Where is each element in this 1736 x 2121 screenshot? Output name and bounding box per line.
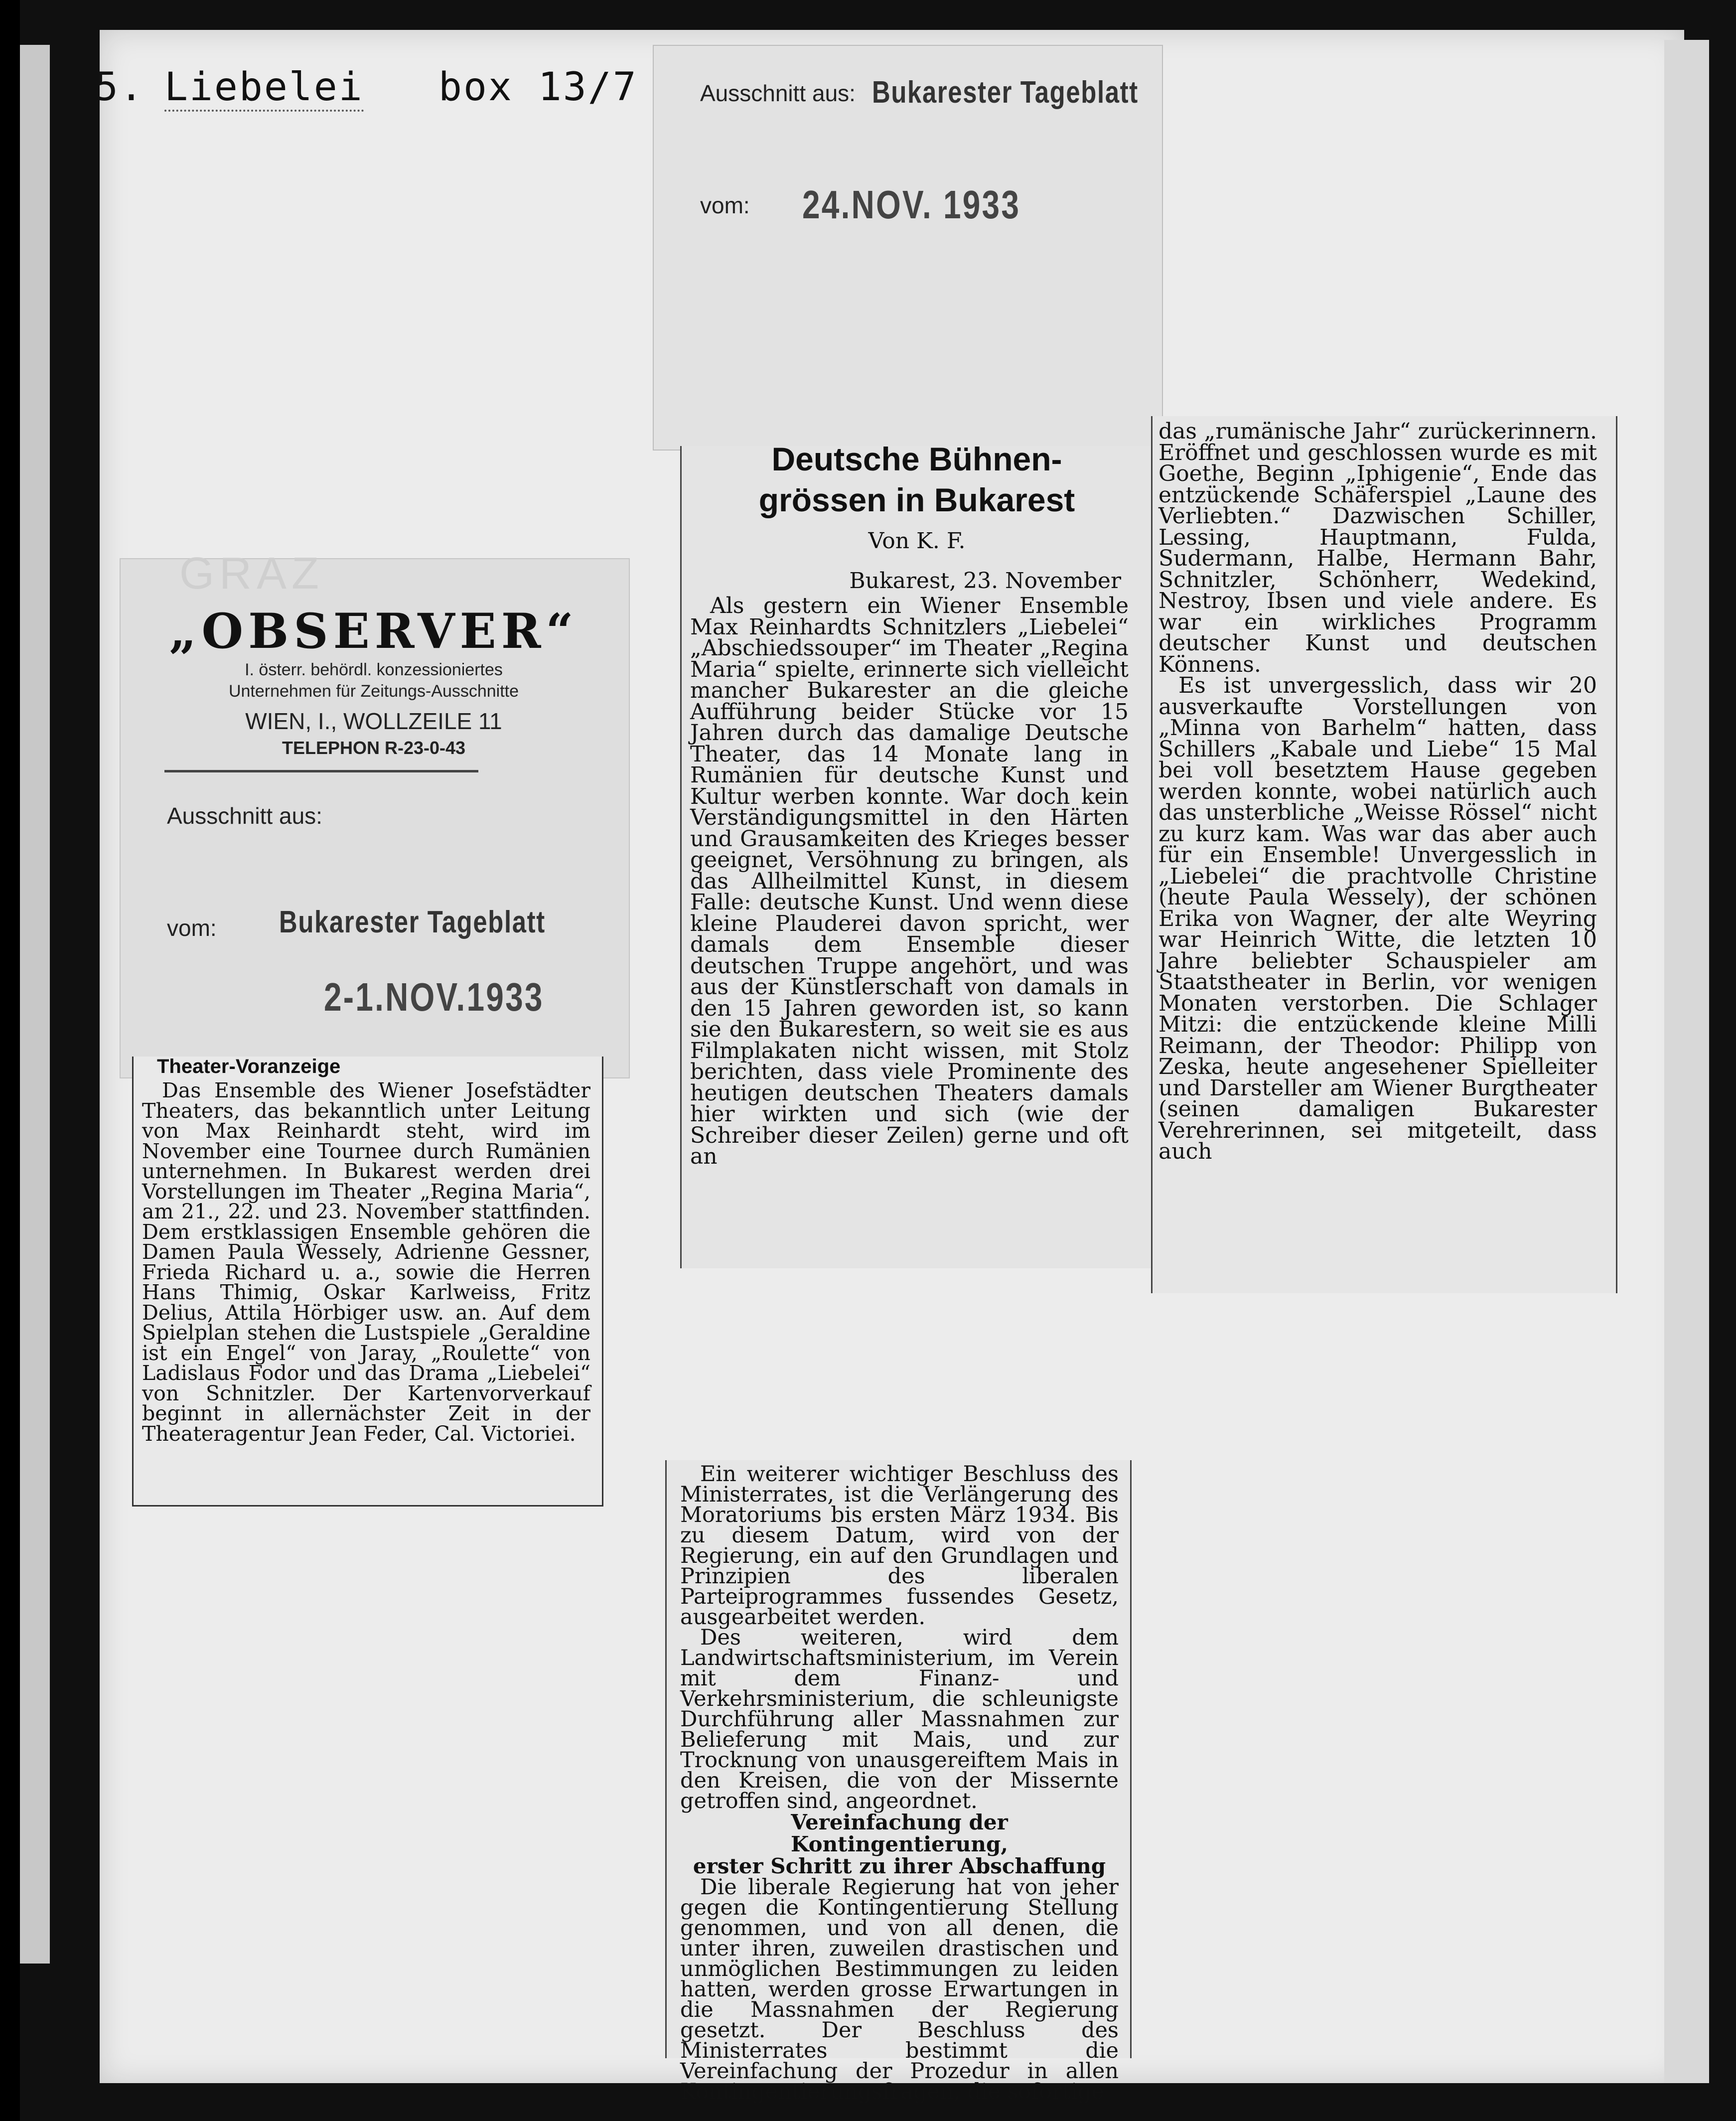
ministerrat-paragraph-3: Die liberale Regierung hat von jeher gegen die Kontingentierung Stellung genommen, und von all denen, die unter ihren, zuweilen drastischen und unmöglichen Bestimmungen zu leiden hatten, werden grosse Erwartungen in die Massnahmen der Regierung gesetzt. Der Beschluss des Ministerrates bestimmt die Vereinfachung der Prozedur in allen Kontingentierungsfragen, die sofortige bbox=[680, 1875, 1119, 2104]
ministerrat-subheading-line-2: erster Schritt zu ihrer Abschaffung bbox=[693, 1854, 1106, 1878]
observer-watermark: GRAZ bbox=[179, 549, 324, 599]
observer-source: Bukarester Tageblatt bbox=[279, 905, 546, 939]
observer-line-2: Unternehmen für Zeitungs-Ausschnitte bbox=[228, 682, 519, 701]
article-body-col-2 bbox=[1158, 421, 1597, 1163]
observer-date-label: vom: bbox=[167, 915, 217, 941]
stamp-date-label: vom: bbox=[700, 192, 750, 218]
observer-address: WIEN, I., WOLLZEILE 11 bbox=[245, 708, 502, 734]
stamp-date: 24.NOV. 1933 bbox=[802, 182, 1021, 227]
observer-title: „OBSERVER“ bbox=[169, 603, 579, 659]
article-headline-line-2: grössen in Bukarest bbox=[758, 481, 1075, 518]
observer-date: 2-1.NOV.1933 bbox=[324, 975, 544, 1019]
ministerrat-subheading-line-1: Vereinfachung der Kontingentierung, bbox=[791, 1810, 1008, 1856]
article-headline bbox=[688, 439, 1146, 520]
box-label: box 13/7 bbox=[438, 65, 638, 110]
sheet-right-edge bbox=[1664, 40, 1709, 2083]
ministerrat-body bbox=[680, 1464, 1119, 2102]
ministerrat-paragraph-1: Ein weiterer wichtiger Beschluss des Ministerrates, ist die Verlängerung des Moratoriums bis ersten März 1934. Bis zu diesem Datum, wird von der Regierung, ein auf den Grundlagen und Prinzipien des liberalen Parteiprogrammes fussendes Gesetz, ausgearbeitet werden. bbox=[680, 1462, 1119, 1630]
article-col2-paragraph-1: das „rumänische Jahr“ zurückerinnern. Eröffnet und geschlossen wurde es mit Goethe, Beginn „Iphigenie“, Ende das entzückende Schäferspiel „Laune des Verliebten.“ Dazwischen Schiller, Lessing, Hauptmann, Fulda, Sudermann, Halbe, Hermann Bahr, Schnitzler, Schönherr, Wedekind, Nestroy, Ibsen und viele andere. Es war ein wirkliches Programm deutscher Kunst und deutschen Könnens. bbox=[1158, 419, 1597, 677]
stamp-source: Bukarester Tageblatt bbox=[872, 75, 1139, 110]
stamp-from-label: Ausschnitt aus: bbox=[700, 80, 856, 106]
folder-number: 5. bbox=[95, 65, 145, 110]
ministerrat-subheading bbox=[680, 1812, 1119, 1877]
article-headline-line-1: Deutsche Bühnen- bbox=[771, 441, 1062, 477]
film-border-left bbox=[0, 0, 20, 2121]
film-strip-left bbox=[20, 45, 50, 1964]
article-col2-paragraph-2: Es ist unvergesslich, dass wir 20 ausverkaufte Vorstellungen von „Minna von Barhelm“ hatten, dass Schillers „Kabale und Liebe“ 15 Mal bei voll besetztem Hause gegeben werden konnte, wobei natürlich auch das unsterbliche „Weisse Rössel“ nicht zu kurz kam. Was war das aber auch für ein Ensemble! Unvergesslich in „Liebelei“ die prachtvolle Christine (heute Paula Wessely), der schönen Erika von Wagner, der alte Weyring war Heinrich Witte, die letzten 10 Jahre beliebter Schauspieler am Staatstheater in Berlin, vor wenigen Monaten verstorben. Die Schlager Mitzi: die entzückende kleine Milli Reimann, der Theodor: Philipp von Zeska, heute angesehener Spielleiter und Darsteller am Wiener Burgtheater (seinen damaligen Bukarester Verehrerinnen, sei mitgeteilt, dass auch bbox=[1158, 673, 1597, 1164]
theater-body: Das Ensemble des Wiener Josefstädter Theaters, das bekanntlich unter Leitung von Max Reinhardt steht, wird im November eine Tournee durch Rumänien unternehmen. In Bukarest werden drei Vorstellungen im Theater „Regina Maria“, am 21., 22. und 23. November stattfinden. Dem erstklassigen Ensemble gehören die Damen Paula Wessely, Adrienne Gessner, Frieda Richard u. a., sowie die Herren Hans Thimig, Oskar Karlweiss, Fritz Delius, Attila Hörbiger usw. an. Auf dem Spielplan stehen die Lustspiele „Geraldine ist ein Engel“ von Jaray, „Roulette“ von Ladislaus Fodor und das Drama „Liebelei“ von Schnitzler. Der Kartenvorverkauf beginnt in allernächster Zeit in der Theateragentur Jean Feder, Cal. Victoriei. bbox=[142, 1078, 590, 1446]
observer-divider bbox=[164, 770, 478, 772]
article-dateline: Bukarest, 23. November bbox=[849, 568, 1121, 594]
article-byline: Von K. F. bbox=[868, 528, 966, 554]
observer-line-1: I. österr. behördl. konzessioniertes bbox=[245, 660, 503, 679]
observer-from-label: Ausschnitt aus: bbox=[167, 803, 322, 829]
folder-title: Liebelei bbox=[164, 65, 364, 112]
observer-phone: TELEPHON R-23-0-43 bbox=[282, 738, 466, 758]
theater-heading: Theater-Voranzeige bbox=[157, 1056, 341, 1077]
ministerrat-paragraph-2: Des weiteren, wird dem Landwirtschaftsministerium, im Verein mit dem Finanz- und Verkehrsministerium, die schleunigste Durchführung aller Massnahmen zur Belieferung mit Mais, und zur Trocknung von unausgereiftem Mais in den Kreisen, die von der Missernte getroffen sind, angeordnet. bbox=[680, 1625, 1119, 1814]
article-body-col-1: Als gestern ein Wiener Ensemble Max Reinhardts Schnitzlers „Liebelei“ „Abschiedssouper“ im Theater „Regina Maria“ spielte, erinnerte sich vielleicht mancher Bukarester an die gleiche Aufführung beider Stücke vor 15 Jahren durch das damalige Deutsche Theater, das 14 Monate lang in Rumänien für deutsche Kunst und Kultur werben konnte. War doch kein Verständigungsmittel in den Härten und Grausamkeiten des Krieges besser geeignet, Versöhnung zu bringen, als das Allheilmittel Kunst, in diesem Falle: deutsche Kunst. Und wenn diese kleine Plauderei davon spricht, wer damals dem Ensemble dieser deutschen Truppe angehört, und was aus der Künstlerschaft von damals in den 15 Jahren geworden ist, so kann sie den Bukarestern, so weit sie es aus Filmplakaten nicht wissen, mit Stolz berichten, dass viele Prominente des heutigen deutschen Theaters damals hier wirkten und sich (wie der Schreiber dieser Zeilen) gerne und oft an bbox=[690, 593, 1129, 1169]
